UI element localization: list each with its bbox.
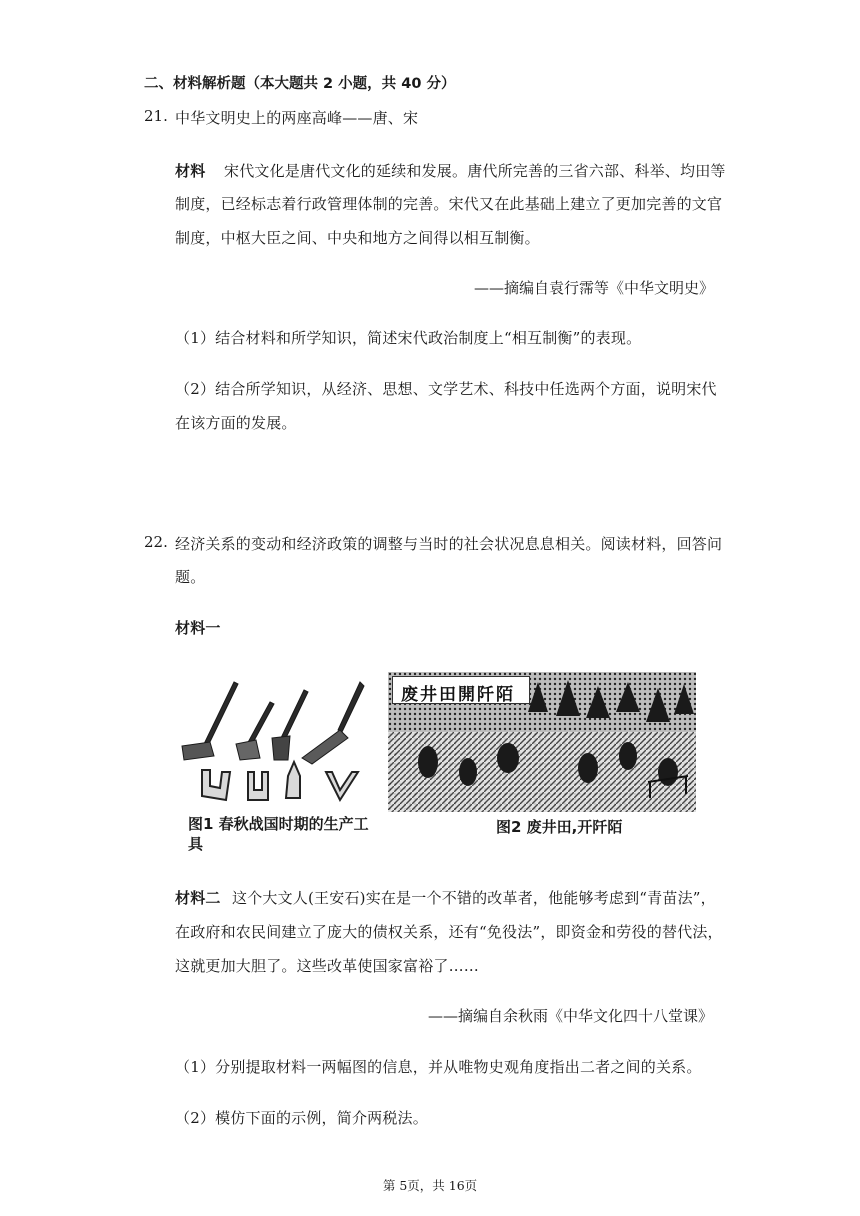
q21-source: ——摘编自袁行霈等《中华文明史》: [474, 279, 715, 297]
figure-2-banner-wrap: [388, 672, 696, 812]
question-21-number: 21.: [144, 107, 168, 125]
figure-1-tools-image: [176, 676, 380, 812]
q22-material2-line-2: 在政府和农民间建立了庞大的债权关系，还有“免役法”，即资金和劳役的替代法，: [175, 923, 723, 941]
figure-2-banner-text: 废井田開阡陌: [401, 685, 515, 705]
q21-material-line-1: 宋代文化是唐代文化的延续和发展。唐代所完善的三省六部、科举、均田等: [224, 162, 726, 180]
figure-1-caption: 图1 春秋战国时期的生产工具: [188, 815, 369, 853]
q22-question-2: （2）模仿下面的示例，简介两税法。: [175, 1109, 428, 1127]
q22-material2-line-3: 这就更加大胆了。这些改革使国家富裕了……: [175, 957, 480, 975]
q22-material1-label: 材料一: [175, 619, 221, 637]
q21-question-2-cont: 在该方面的发展。: [175, 414, 297, 432]
q21-question-2: （2）结合所学知识，从经济、思想、文学艺术、科技中任选两个方面，说明宋代: [175, 380, 717, 398]
question-22-title-line-2: 题。: [175, 568, 206, 586]
figure-2-caption: 图2 废井田,开阡陌: [496, 818, 623, 836]
question-21-title: 中华文明史上的两座高峰——唐、宋: [175, 109, 419, 127]
figure-2-banner: [392, 676, 530, 704]
page-number: 第 5页，共 16页: [382, 1178, 478, 1193]
q21-question-1: （1）结合材料和所学知识，简述宋代政治制度上“相互制衡”的表现。: [175, 329, 642, 347]
q22-source: ——摘编自余秋雨《中华文化四十八堂课》: [428, 1007, 714, 1025]
question-22-number: 22.: [144, 533, 168, 551]
q22-material2-line-1: 这个大文人(王安石)实在是一个不错的改革者，他能够考虑到“青苗法”，: [232, 889, 716, 907]
q21-material-line-2: 制度，已经标志着行政管理体制的完善。宋代又在此基础上建立了更加完善的文官: [175, 195, 723, 213]
q21-material-label: 材料: [175, 162, 206, 180]
q22-question-1: （1）分别提取材料一两幅图的信息，并从唯物史观角度指出二者之间的关系。: [175, 1058, 702, 1076]
section-heading: 二、材料解析题（本大题共 2 小题，共 40 分）: [144, 76, 456, 92]
question-22-title-line-1: 经济关系的变动和经济政策的调整与当时的社会状况息息相关。阅读材料，回答问: [175, 535, 723, 553]
q22-material2-label: 材料二: [175, 889, 221, 907]
q21-material-line-3: 制度，中枢大臣之间、中央和地方之间得以相互制衡。: [175, 229, 540, 247]
